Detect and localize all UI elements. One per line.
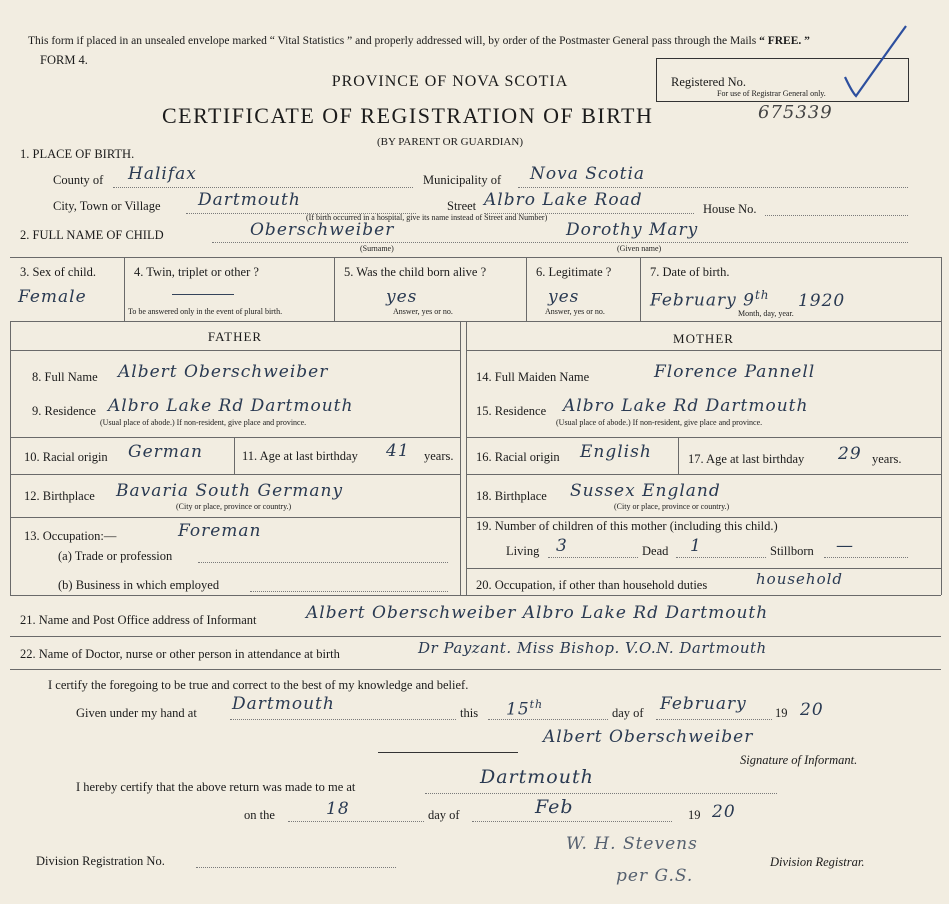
return-text: I hereby certify that the above return was made to me at [76,780,356,794]
municipality-label: Municipality of [423,173,502,187]
day-of-label: day of [612,706,644,720]
on-the-label: on the [244,808,275,822]
given-year-prefix: 19 [775,706,788,720]
mother-birthplace-note: (City or place, province or country.) [614,502,730,511]
mother-residence-note: (Usual place of abode.) If non-resident, give place and province. [556,418,763,427]
city-label: City, Town or Village [53,199,161,213]
given-caption: (Given name) [617,244,662,253]
dead-label: Dead [642,544,669,558]
father-trade-label: (a) Trade or profession [58,549,173,563]
county-value: Halifax [128,164,197,184]
date-value [650,288,845,311]
division-registration-label: Division Registration No. [36,854,165,868]
informant-signature: Albert Oberschweiber [543,727,754,747]
father-heading: FATHER [207,329,263,344]
mother-children-label: 19. Number of children of this mother (including this child.) [476,519,778,533]
stillborn-value: — [836,536,854,556]
mother-age-value: 29 [838,444,862,464]
postal-notice-middle: and properly addressed will, by order of the Postmaster General pass through the Mails [355,35,757,47]
this-label: this [460,706,479,720]
father-age-value: 41 [386,441,410,461]
child-surname-value: Oberschweiber [250,220,395,240]
postal-notice [28,35,810,47]
mother-age-unit: years. [872,452,902,466]
date-suffix: th [754,288,770,302]
father-name-value: Albert Oberschweiber [118,362,329,382]
sex-label: 3. Sex of child. [20,265,97,279]
registrar-caption: Division Registrar. [770,855,865,869]
twin-label: 4. Twin, triplet or other ? [134,265,259,279]
certificate-title: CERTIFICATE OF REGISTRATION OF BIRTH [162,103,654,128]
father-residence-label: 9. Residence [32,404,96,418]
return-day: 18 [326,799,350,819]
registered-note: For use of Registrar General only. [717,89,826,98]
living-value: 3 [556,536,568,556]
mother-age-label: 17. Age at last birthday [688,452,805,466]
father-age-unit: years. [424,449,454,463]
given-year: 20 [800,700,824,720]
father-racial-label: 10. Racial origin [24,450,108,464]
father-occupation-value: Foreman [178,521,262,541]
mother-racial-label: 16. Racial origin [476,450,560,464]
legitimate-label: 6. Legitimate ? [536,265,612,279]
place-of-birth-label: 1. PLACE OF BIRTH. [20,147,135,161]
return-year: 20 [712,802,736,822]
alive-label: 5. Was the child born alive ? [344,265,487,279]
stillborn-label: Stillborn [770,544,814,558]
street-label: Street [447,199,477,213]
postal-notice-free: “ FREE. ” [759,35,810,47]
return-month: Feb [535,796,574,818]
doctor-label: 22. Name of Doctor, nurse or other person in attendance at birth [20,647,340,661]
father-birthplace-label: 12. Birthplace [24,489,95,503]
street-value: Albro Lake Road [484,190,643,210]
certify-text: I certify the foregoing to be true and correct to the best of my knowledge and belief. [48,678,469,692]
father-residence-value: Albro Lake Rd Dartmouth [108,396,354,416]
registrar-signature: W. H. Stevens [566,834,698,854]
child-name-label: 2. FULL NAME OF CHILD [20,228,164,242]
date-year: 1920 [797,290,846,311]
legitimate-value: yes [548,287,580,307]
mother-name-label: 14. Full Maiden Name [476,370,590,384]
sex-value: Female [18,287,87,307]
mother-birthplace-label: 18. Birthplace [476,489,547,503]
registrar-initials: per G.S. [616,866,694,886]
mother-residence-value: Albro Lake Rd Dartmouth [563,396,809,416]
hospital-note: (If birth occurred in a hospital, give its name instead of Street and Number) [306,213,548,222]
mother-residence-label: 15. Residence [476,404,547,418]
certificate-subtitle: (BY PARENT OR GUARDIAN) [377,136,523,148]
father-business-label: (b) Business in which employed [58,578,220,592]
mother-heading: MOTHER [673,331,734,346]
return-day-of-label: day of [428,808,460,822]
twin-note: To be answered only in the event of plural birth. [128,307,283,316]
father-birthplace-value: Bavaria South Germany [116,481,344,501]
informant-label: 21. Name and Post Office address of Informant [20,613,257,627]
given-place: Dartmouth [232,694,335,714]
father-residence-note: (Usual place of abode.) If non-resident, give place and province. [100,418,307,427]
given-label: Given under my hand at [76,706,197,720]
county-label: County of [53,173,104,187]
given-day-suffix: th [529,698,544,711]
given-month: February [660,694,747,714]
father-birthplace-note: (City or place, province or country.) [176,502,292,511]
doctor-value: Dr Payzant. Miss Bishop. V.O.N. Dartmouth [418,639,767,657]
given-day [506,698,543,720]
registration-number: 675339 [758,102,833,123]
dead-value: 1 [690,536,702,556]
form-number: FORM 4. [40,53,88,67]
postal-notice-quote: “ Vital Statistics ” [269,35,353,47]
city-value: Dartmouth [198,190,301,210]
mother-racial-value: English [580,442,652,462]
return-year-prefix: 19 [688,808,701,822]
living-label: Living [506,544,540,558]
given-day-number: 15 [506,699,530,720]
mother-name-value: Florence Pannell [654,362,816,382]
father-name-label: 8. Full Name [32,370,98,384]
legitimate-note: Answer, yes or no. [545,307,605,316]
return-place: Dartmouth [480,766,594,788]
informant-signature-caption: Signature of Informant. [740,753,858,767]
mother-birthplace-value: Sussex England [570,481,721,501]
house-label: House No. [703,202,757,216]
father-racial-value: German [128,442,203,462]
father-occupation-label: 13. Occupation:— [24,529,117,543]
registered-label: Registered No. [671,75,746,89]
date-note: Month, day, year. [738,309,794,318]
mother-occupation-label: 20. Occupation, if other than household duties [476,578,708,592]
checkmark-icon [840,22,910,102]
mother-occupation-value: household [756,570,844,588]
father-age-label: 11. Age at last birthday [242,449,358,463]
postal-notice-prefix: This form if placed in an unsealed envelope marked [28,35,267,47]
alive-value: yes [386,287,418,307]
child-given-value: Dorothy Mary [566,220,699,240]
informant-value: Albert Oberschweiber Albro Lake Rd Dartmouth [306,603,769,623]
surname-caption: (Surname) [360,244,394,253]
date-month-day: February 9 [650,290,755,311]
alive-note: Answer, yes or no. [393,307,453,316]
date-label: 7. Date of birth. [650,265,730,279]
province-heading: PROVINCE OF NOVA SCOTIA [331,73,569,90]
municipality-value: Nova Scotia [530,164,646,184]
